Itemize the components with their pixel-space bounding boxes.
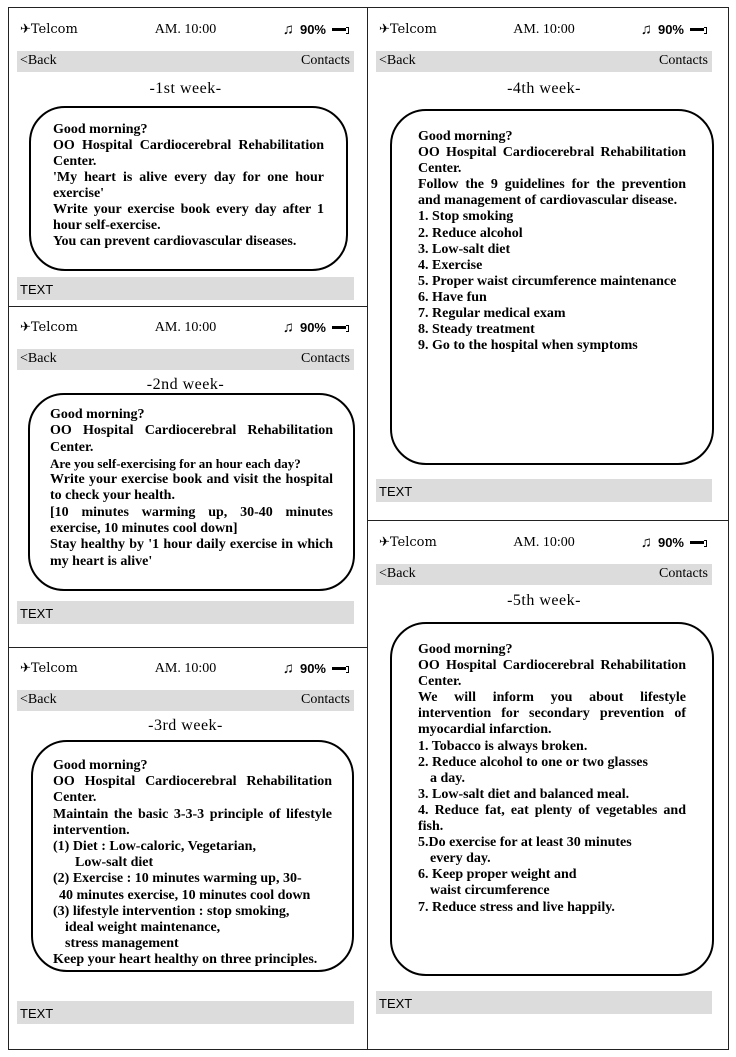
text-input[interactable] — [376, 991, 712, 1014]
message-line: 6. Keep proper weight and — [418, 867, 577, 883]
text-input-label: TEXT — [20, 606, 54, 621]
music-icon: ♫ — [282, 21, 294, 38]
message-line: Follow the 9 guidelines for the prevention and management of cardiovascular disease. — [418, 177, 686, 209]
nav-bar — [376, 51, 712, 72]
message-line: 4. Reduce fat, eat plenty of vegetables and fish. — [418, 802, 686, 835]
contacts-button[interactable]: Contacts — [301, 692, 350, 707]
status-right — [283, 660, 346, 677]
carrier-label: ✈Telcom — [20, 320, 78, 335]
message-line: 3. Low-salt diet and balanced meal. — [418, 786, 630, 802]
contacts-button[interactable]: Contacts — [659, 53, 708, 68]
message-line: Low-salt diet — [75, 855, 154, 871]
status-bar — [376, 15, 712, 45]
music-icon: ♫ — [640, 21, 652, 38]
clock: AM. 10:00 — [513, 22, 575, 37]
message-line: Good morning? — [418, 642, 513, 657]
week-title: -3rd week- — [148, 717, 223, 734]
message-line: Are you self-exercising for an hour each day? — [50, 455, 301, 471]
text-input-label: TEXT — [379, 996, 413, 1011]
status-bar — [17, 313, 354, 343]
text-input-label: TEXT — [379, 484, 413, 499]
message-line: Write your exercise book every day after 1 hour self-exercise. — [53, 202, 324, 233]
clock: AM. 10:00 — [513, 535, 575, 550]
carrier-label: ✈Telcom — [379, 22, 437, 37]
message-line: 'My heart is alive every day for one hour exercise' — [53, 170, 324, 201]
message-line: OO Hospital Cardiocerebral Rehabilitation Center. — [50, 423, 333, 455]
message-line: 1. Tobacco is always broken. — [418, 738, 588, 754]
screen-week-3 — [17, 654, 354, 1025]
contacts-button[interactable]: Contacts — [301, 351, 350, 366]
message-bubble — [390, 622, 714, 976]
column-divider — [367, 7, 368, 1050]
message-bubble — [31, 740, 354, 972]
battery-icon — [690, 28, 704, 31]
contacts-button[interactable]: Contacts — [301, 53, 350, 68]
text-input[interactable] — [17, 601, 354, 624]
text-input[interactable] — [376, 479, 712, 502]
text-input[interactable] — [17, 1001, 354, 1024]
week-title: -1st week- — [149, 80, 222, 97]
nav-bar — [376, 564, 712, 585]
message-line: We will inform you about lifestyle intervention for secondary prevention of myocardial infarction. — [418, 690, 686, 738]
status-bar — [17, 15, 354, 45]
battery-icon — [332, 326, 346, 329]
message-line: 4. Exercise — [418, 257, 483, 273]
message-line: Good morning? — [50, 407, 145, 422]
message-line: waist circumference — [430, 883, 550, 899]
message-line: 7. Reduce stress and live happily. — [418, 899, 615, 915]
message-bubble — [390, 109, 714, 465]
nav-bar — [17, 690, 354, 711]
week-title: -2nd week- — [146, 376, 225, 393]
nav-bar — [17, 349, 354, 370]
message-line: 5.Do exercise for at least 30 minutes — [418, 835, 632, 851]
message-line: Write your exercise book and visit the hospital to check your health. — [50, 472, 333, 504]
battery-percent: 90% — [299, 661, 326, 676]
text-input-label: TEXT — [20, 282, 54, 297]
message-line: stress management — [65, 936, 179, 952]
contacts-button[interactable]: Contacts — [659, 566, 708, 581]
row-divider-2 — [8, 647, 368, 648]
message-line: 3. Low-salt diet — [418, 241, 511, 257]
message-line: 40 minutes exercise, 10 minutes cool down — [59, 887, 311, 903]
battery-icon — [332, 28, 346, 31]
message-line: Good morning? — [418, 129, 513, 144]
carrier-label: ✈Telcom — [379, 535, 437, 550]
screen-week-4 — [376, 15, 712, 502]
message-line: 9. Go to the hospital when symptoms — [418, 338, 638, 354]
back-button[interactable]: <Back — [20, 692, 57, 707]
status-right — [641, 534, 704, 551]
message-line: Keep your heart healthy on three principles. — [53, 952, 318, 968]
message-line: 6. Have fun — [418, 289, 487, 305]
message-line: Good morning? — [53, 758, 148, 773]
message-line: OO Hospital Cardiocerebral Rehabilitation Center. — [53, 774, 332, 806]
status-bar — [376, 528, 712, 558]
message-line: 5. Proper waist circumference maintenance — [418, 273, 677, 289]
status-right — [641, 21, 704, 38]
battery-percent: 90% — [299, 22, 326, 37]
text-input[interactable] — [17, 277, 354, 300]
music-icon: ♫ — [640, 534, 652, 551]
back-button[interactable]: <Back — [20, 53, 57, 68]
message-line: a day. — [430, 770, 466, 786]
clock: AM. 10:00 — [154, 661, 217, 676]
message-line: 1. Stop smoking — [418, 209, 514, 225]
screen-week-1 — [17, 15, 354, 302]
back-button[interactable]: <Back — [20, 351, 57, 366]
message-line: Stay healthy by '1 hour daily exercise in which my heart is alive' — [50, 537, 333, 569]
message-line: 2. Reduce alcohol — [418, 225, 523, 241]
status-right — [283, 319, 346, 336]
battery-icon — [332, 667, 346, 670]
screen-week-5 — [376, 528, 712, 1016]
week-title: -4th week- — [507, 80, 581, 97]
text-input-label: TEXT — [20, 1006, 54, 1021]
message-line: 2. Reduce alcohol to one or two glasses — [418, 754, 648, 770]
message-bubble — [28, 393, 355, 591]
music-icon: ♫ — [282, 660, 294, 677]
message-line: OO Hospital Cardiocerebral Rehabilitation Center. — [418, 658, 686, 690]
message-line: [10 minutes warming up, 30-40 minutes exercise, 10 minutes cool down] — [50, 504, 333, 537]
message-line: Maintain the basic 3-3-3 principle of lifestyle intervention. — [53, 806, 332, 838]
music-icon: ♫ — [282, 319, 294, 336]
battery-percent: 90% — [657, 22, 684, 37]
clock: AM. 10:00 — [154, 320, 217, 335]
clock: AM. 10:00 — [154, 22, 217, 37]
message-line: (1) Diet : Low-caloric, Vegetarian, — [53, 839, 256, 855]
message-line: every day. — [430, 851, 491, 867]
battery-percent: 90% — [299, 320, 326, 335]
status-right — [283, 21, 346, 38]
carrier-label: ✈Telcom — [20, 661, 78, 676]
message-line: OO Hospital Cardiocerebral Rehabilitation Center. — [418, 145, 686, 177]
battery-icon — [690, 541, 704, 544]
message-line: 8. Steady treatment — [418, 322, 535, 338]
week-title: -5th week- — [507, 592, 581, 609]
back-button[interactable]: <Back — [379, 53, 416, 68]
back-button[interactable]: <Back — [379, 566, 416, 581]
battery-percent: 90% — [657, 535, 684, 550]
message-line: Good morning? — [53, 122, 148, 137]
message-bubble — [29, 106, 348, 271]
message-line: (2) Exercise : 10 minutes warming up, 30- — [53, 871, 302, 887]
message-line: (3) lifestyle intervention : stop smoking, — [53, 903, 290, 919]
row-divider-right — [367, 520, 729, 521]
nav-bar — [17, 51, 354, 72]
message-line: OO Hospital Cardiocerebral Rehabilitation Center. — [53, 138, 324, 169]
message-line: ideal weight maintenance, — [65, 920, 221, 936]
message-line: You can prevent cardiovascular diseases. — [53, 234, 297, 249]
row-divider-1 — [8, 306, 368, 307]
carrier-label: ✈Telcom — [20, 22, 78, 37]
message-line: 7. Regular medical exam — [418, 306, 566, 322]
screen-week-2 — [17, 313, 354, 625]
status-bar — [17, 654, 354, 684]
